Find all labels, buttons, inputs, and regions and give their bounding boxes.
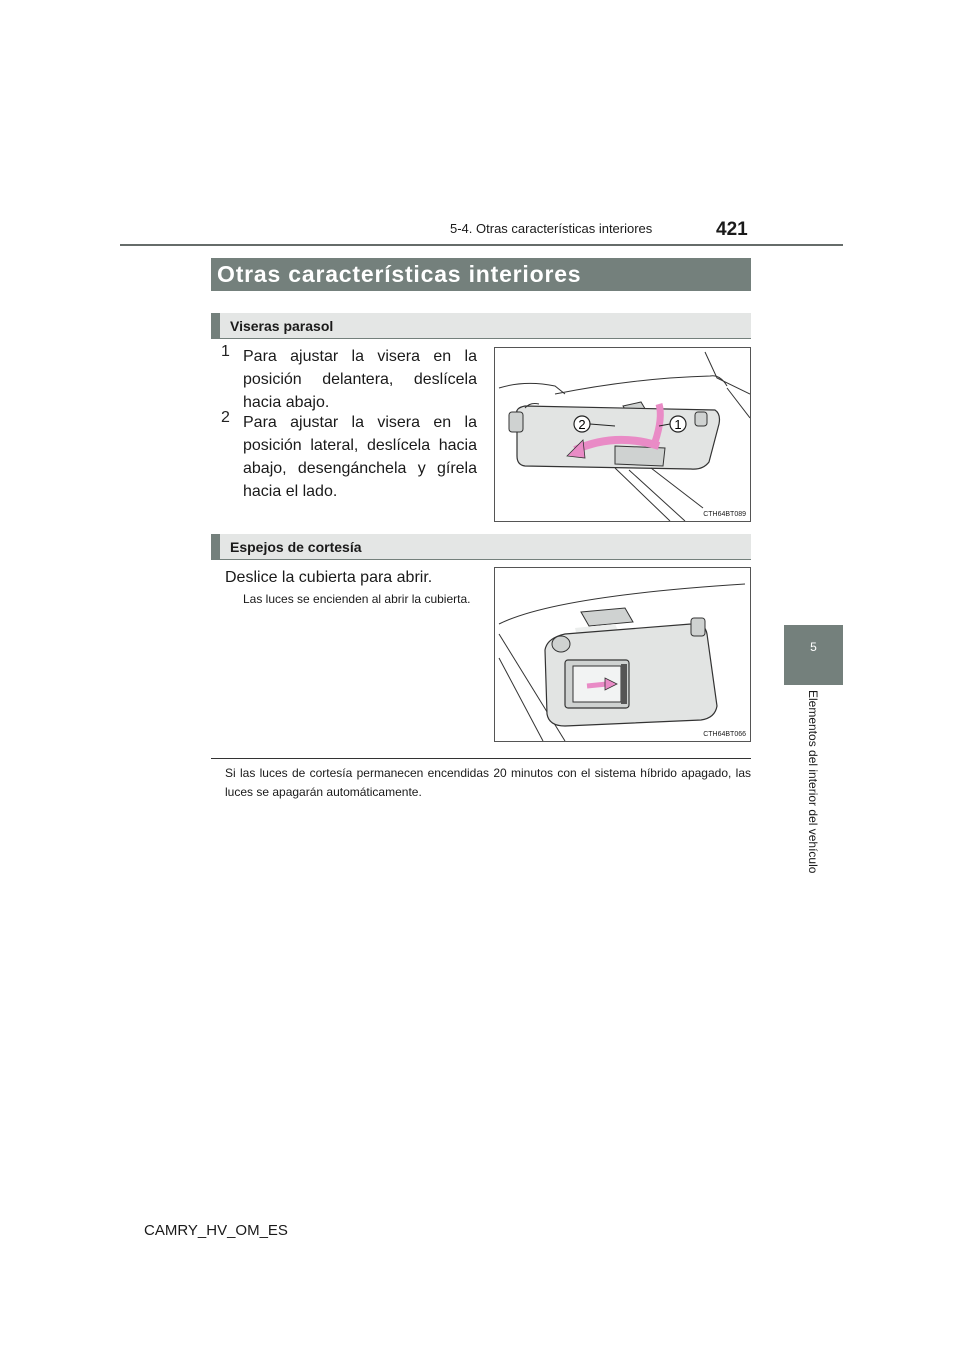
header-rule xyxy=(120,244,843,246)
subheading-vanity-mirrors: Espejos de cortesía xyxy=(211,534,751,560)
vanity-mirror-illustration xyxy=(494,567,751,742)
figure-code: CTH64BT066 xyxy=(703,731,746,738)
callout-1: 1 xyxy=(674,417,682,432)
step-number-1: 1 xyxy=(221,343,230,360)
manual-code: CAMRY_HV_OM_ES xyxy=(144,1222,288,1239)
sun-visor-illustration xyxy=(494,347,751,522)
chapter-label: Elementos del interior del vehículo xyxy=(806,690,820,874)
subheading-sun-visors: Viseras parasol xyxy=(211,313,751,339)
subheading-rule xyxy=(211,559,751,560)
main-title: Otras características interiores xyxy=(211,258,751,291)
section-heading: 5-4. Otras características interiores xyxy=(450,221,653,236)
chapter-label-container xyxy=(806,690,822,890)
step-text-1: Para ajustar la visera en la posición delantera, deslícela hacia abajo. xyxy=(243,348,477,411)
footnote-text: Si las luces de cortesía permanecen encendidas 20 minutos con el sistema híbrido apagado, las luces se apagarán automáticamente. xyxy=(225,766,751,799)
page-number: 421 xyxy=(716,219,748,240)
figure-code: CTH64BT089 xyxy=(703,511,746,518)
subheading-rule xyxy=(211,338,751,339)
step-number-2: 2 xyxy=(221,409,230,426)
sun-visor-drawing xyxy=(495,348,750,521)
mirror-instruction: Deslice la cubierta para abrir. xyxy=(225,569,433,586)
chapter-tab xyxy=(784,625,843,685)
mirror-note: Las luces se encienden al abrir la cubierta. xyxy=(243,592,471,606)
callout-2: 2 xyxy=(578,417,586,432)
step-text-2: Para ajustar la visera en la posición lateral, deslícela hacia abajo, desengánchela y gírela hacia el lado. xyxy=(243,414,477,500)
footnote-rule xyxy=(211,758,751,759)
chapter-number: 5 xyxy=(810,640,817,654)
vanity-mirror-drawing xyxy=(495,568,750,741)
